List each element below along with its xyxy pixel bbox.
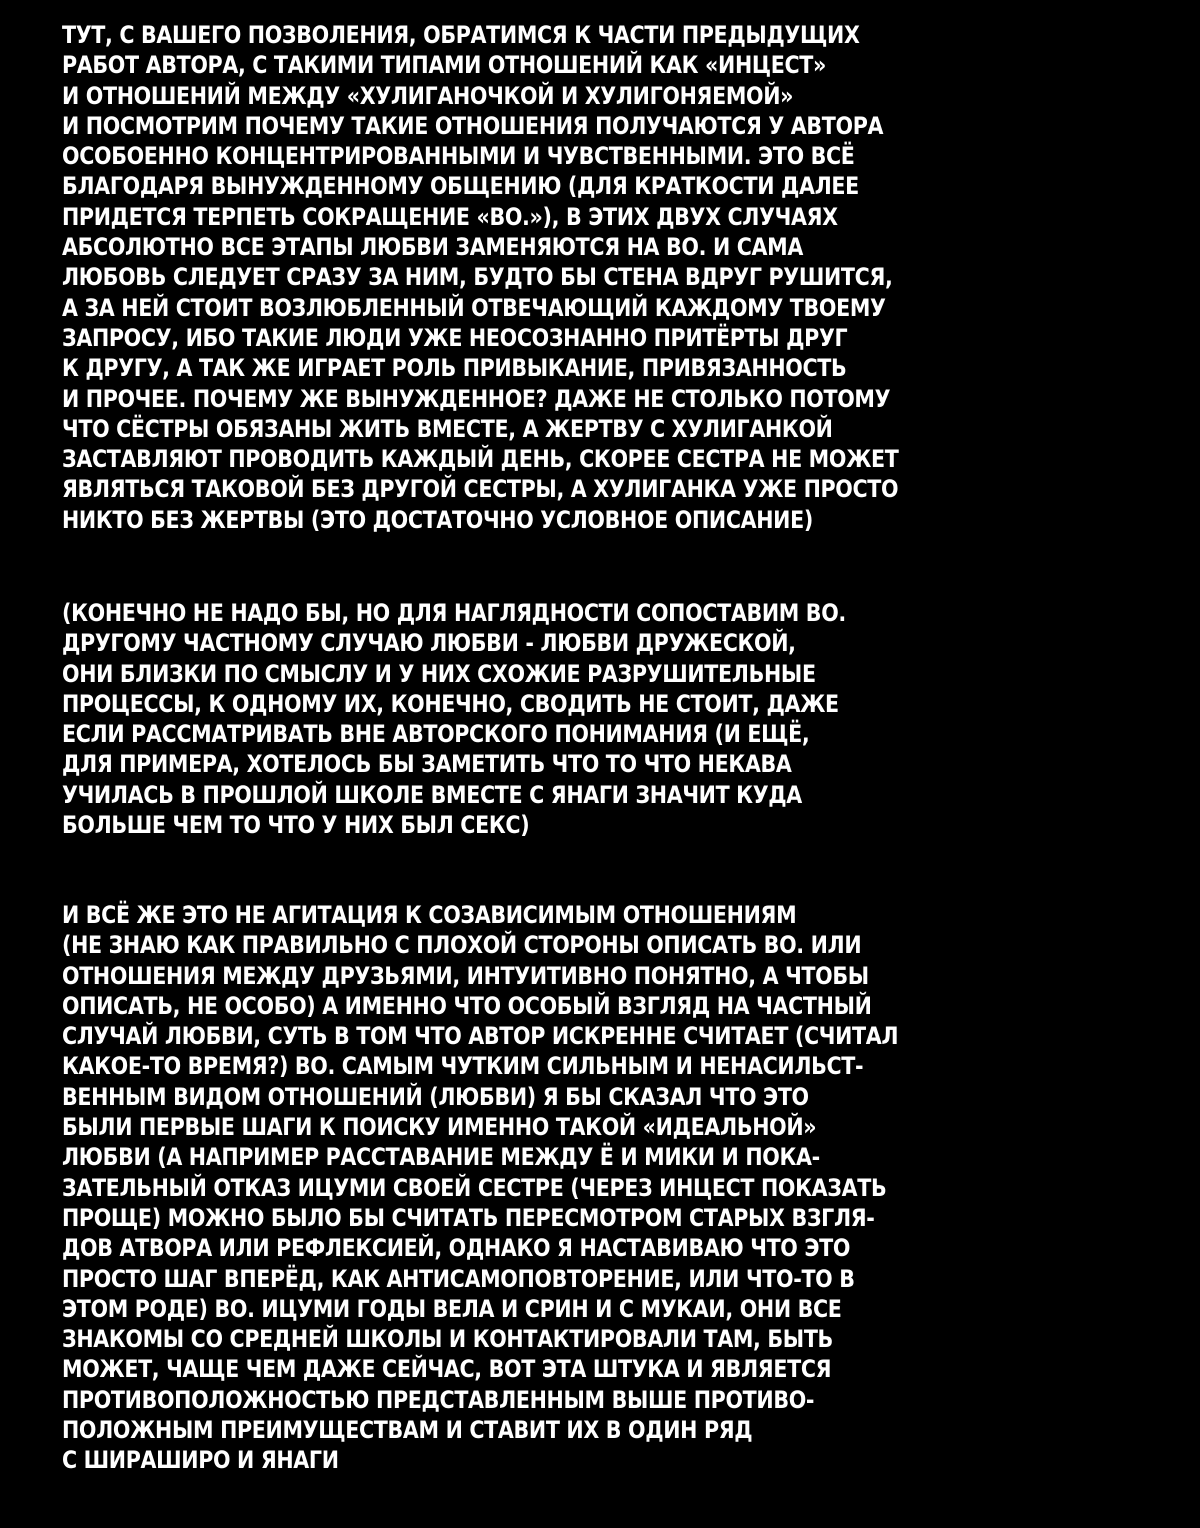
text-line: РАБОТ АВТОРА, С ТАКИМИ ТИПАМИ ОТНОШЕНИЙ КАК «ИНЦЕСТ» (62, 51, 826, 80)
text-line: (НЕ ЗНАЮ КАК ПРАВИЛЬНО С ПЛОХОЙ СТОРОНЫ ОПИСАТЬ ВО. ИЛИ (62, 931, 862, 960)
text-line: И ОТНОШЕНИЙ МЕЖДУ «ХУЛИГАНОЧКОЙ И ХУЛИГОНЯЕМОЙ» (62, 81, 794, 110)
text-line: ЗАСТАВЛЯЮТ ПРОВОДИТЬ КАЖДЫЙ ДЕНЬ, СКОРЕЕ СЕСТРА НЕ МОЖЕТ (62, 445, 899, 474)
text-line: АБСОЛЮТНО ВСЕ ЭТАПЫ ЛЮБВИ ЗАМЕНЯЮТСЯ НА ВО. И САМА (62, 233, 803, 262)
text-line: ЕСЛИ РАССМАТРИВАТЬ ВНЕ АВТОРСКОГО ПОНИМАНИЯ (И ЕЩЁ, (62, 720, 810, 749)
text-line: ПРИДЕТСЯ ТЕРПЕТЬ СОКРАЩЕНИЕ «ВО.»), В ЭТИХ ДВУХ СЛУЧАЯХ (62, 202, 838, 231)
text-line: ДОВ АТВОРА ИЛИ РЕФЛЕКСИЕЙ, ОДНАКО Я НАСТАВИВАЮ ЧТО ЭТО (62, 1234, 851, 1263)
text-line: И ВСЁ ЖЕ ЭТО НЕ АГИТАЦИЯ К СОЗАВИСИМЫМ ОТНОШЕНИЯМ (62, 901, 797, 929)
text-line: ДЛЯ ПРИМЕРА, ХОТЕЛОСЬ БЫ ЗАМЕТИТЬ ЧТО ТО ЧТО НЕКАВА (62, 750, 792, 779)
text-line: ОТНОШЕНИЯ МЕЖДУ ДРУЗЬЯМИ, ИНТУИТИВНО ПОНЯТНО, А ЧТОБЫ (62, 961, 869, 990)
text-line: ЗНАКОМЫ СО СРЕДНЕЙ ШКОЛЫ И КОНТАКТИРОВАЛИ ТАМ, БЫТЬ (62, 1325, 833, 1354)
text-line: ВЕННЫМ ВИДОМ ОТНОШЕНИЙ (ЛЮБВИ) Я БЫ СКАЗАЛ ЧТО ЭТО (62, 1082, 809, 1111)
text-line: НИКТО БЕЗ ЖЕРТВЫ (ЭТО ДОСТАТОЧНО УСЛОВНОЕ ОПИСАНИЕ) (62, 505, 813, 534)
text-line: БОЛЬШЕ ЧЕМ ТО ЧТО У НИХ БЫЛ СЕКС) (62, 811, 530, 840)
text-line: ОНИ БЛИЗКИ ПО СМЫСЛУ И У НИХ СХОЖИЕ РАЗРУШИТЕЛЬНЫЕ (62, 659, 816, 688)
text-line: И ПОСМОТРИМ ПОЧЕМУ ТАКИЕ ОТНОШЕНИЯ ПОЛУЧАЮТСЯ У АВТОРА (62, 111, 884, 140)
paragraph-3 (62, 900, 1034, 1476)
text-line: ПРОЩЕ) МОЖНО БЫЛО БЫ СЧИТАТЬ ПЕРЕСМОТРОМ СТАРЫХ ВЗГЛЯ- (62, 1203, 875, 1232)
text-line: КАКОЕ-ТО ВРЕМЯ?) ВО. САМЫМ ЧУТКИМ СИЛЬНЫМ И НЕНАСИЛЬСТ- (62, 1052, 864, 1081)
text-line: УЧИЛАСЬ В ПРОШЛОЙ ШКОЛЕ ВМЕСТЕ С ЯНАГИ ЗНАЧИТ КУДА (62, 780, 802, 809)
text-line: ЧТО СЁСТРЫ ОБЯЗАНЫ ЖИТЬ ВМЕСТЕ, А ЖЕРТВУ С ХУЛИГАНКОЙ (62, 414, 833, 443)
text-line: ОПИСАТЬ, НЕ ОСОБО) А ИМЕННО ЧТО ОСОБЫЙ ВЗГЛЯД НА ЧАСТНЫЙ (62, 991, 872, 1020)
text-line: ПОЛОЖНЫМ ПРЕИМУЩЕСТВАМ И СТАВИТ ИХ В ОДИН РЯД (62, 1416, 753, 1445)
text-line: СЛУЧАЙ ЛЮБВИ, СУТЬ В ТОМ ЧТО АВТОР ИСКРЕННЕ СЧИТАЕТ (СЧИТАЛ (62, 1022, 899, 1051)
text-line: БЛАГОДАРЯ ВЫНУЖДЕННОМУ ОБЩЕНИЮ (ДЛЯ КРАТКОСТИ ДАЛЕЕ (62, 172, 859, 201)
text-line: (КОНЕЧНО НЕ НАДО БЫ, НО ДЛЯ НАГЛЯДНОСТИ СОПОСТАВИМ ВО. (62, 599, 846, 627)
text-line: ЭТОМ РОДЕ) ВО. ИЦУМИ ГОДЫ ВЕЛА И СРИН И С МУКАИ, ОНИ ВСЕ (62, 1294, 842, 1323)
text-line: ПРОЦЕССЫ, К ОДНОМУ ИХ, КОНЕЧНО, СВОДИТЬ НЕ СТОИТ, ДАЖЕ (62, 689, 839, 718)
text-line: ЛЮБОВЬ СЛЕДУЕТ СРАЗУ ЗА НИМ, БУДТО БЫ СТЕНА ВДРУГ РУШИТСЯ, (62, 263, 893, 292)
text-line: ДРУГОМУ ЧАСТНОМУ СЛУЧАЮ ЛЮБВИ - ЛЮБВИ ДРУЖЕСКОЙ, (62, 629, 796, 658)
paragraph-1 (62, 20, 1035, 535)
text-line: ПРОСТО ШАГ ВПЕРЁД, КАК АНТИСАМОПОВТОРЕНИЕ, ИЛИ ЧТО-ТО В (62, 1264, 855, 1293)
paragraph-2 (62, 598, 974, 840)
text-line: С ШИРАШИРО И ЯНАГИ (62, 1446, 339, 1475)
text-line: К ДРУГУ, А ТАК ЖЕ ИГРАЕТ РОЛЬ ПРИВЫКАНИЕ, ПРИВЯЗАННОСТЬ (62, 354, 847, 383)
text-line: ЗАТЕЛЬНЫЙ ОТКАЗ ИЦУМИ СВОЕЙ СЕСТРЕ (ЧЕРЕЗ ИНЦЕСТ ПОКАЗАТЬ (62, 1173, 887, 1202)
text-line: ПРОТИВОПОЛОЖНОСТЬЮ ПРЕДСТАВЛЕННЫМ ВЫШЕ ПРОТИВО- (62, 1385, 815, 1414)
text-line: ОСОБОЕННО КОНЦЕНТРИРОВАННЫМИ И ЧУВСТВЕННЫМИ. ЭТО ВСЁ (62, 142, 855, 171)
text-line: ТУТ, С ВАШЕГО ПОЗВОЛЕНИЯ, ОБРАТИМСЯ К ЧАСТИ ПРЕДЫДУЩИХ (62, 21, 860, 49)
text-line: А ЗА НЕЙ СТОИТ ВОЗЛЮБЛЕННЫЙ ОТВЕЧАЮЩИЙ КАЖДОМУ ТВОЕМУ (62, 293, 886, 322)
text-line: ЯВЛЯТЬСЯ ТАКОВОЙ БЕЗ ДРУГОЙ СЕСТРЫ, А ХУЛИГАНКА УЖЕ ПРОСТО (62, 475, 899, 504)
text-line: ЗАПРОСУ, ИБО ТАКИЕ ЛЮДИ УЖЕ НЕОСОЗНАННО ПРИТЁРТЫ ДРУГ (62, 323, 848, 352)
text-line: МОЖЕТ, ЧАЩЕ ЧЕМ ДАЖЕ СЕЙЧАС, ВОТ ЭТА ШТУКА И ЯВЛЯЕТСЯ (62, 1355, 832, 1384)
text-line: БЫЛИ ПЕРВЫЕ ШАГИ К ПОИСКУ ИМЕННО ТАКОЙ «ИДЕАЛЬНОЙ» (62, 1113, 817, 1142)
text-line: ЛЮБВИ (А НАПРИМЕР РАССТАВАНИЕ МЕЖДУ Ё И МИКИ И ПОКА- (62, 1143, 820, 1172)
text-line: И ПРОЧЕЕ. ПОЧЕМУ ЖЕ ВЫНУЖДЕННОЕ? ДАЖЕ НЕ СТОЛЬКО ПОТОМУ (62, 384, 891, 413)
